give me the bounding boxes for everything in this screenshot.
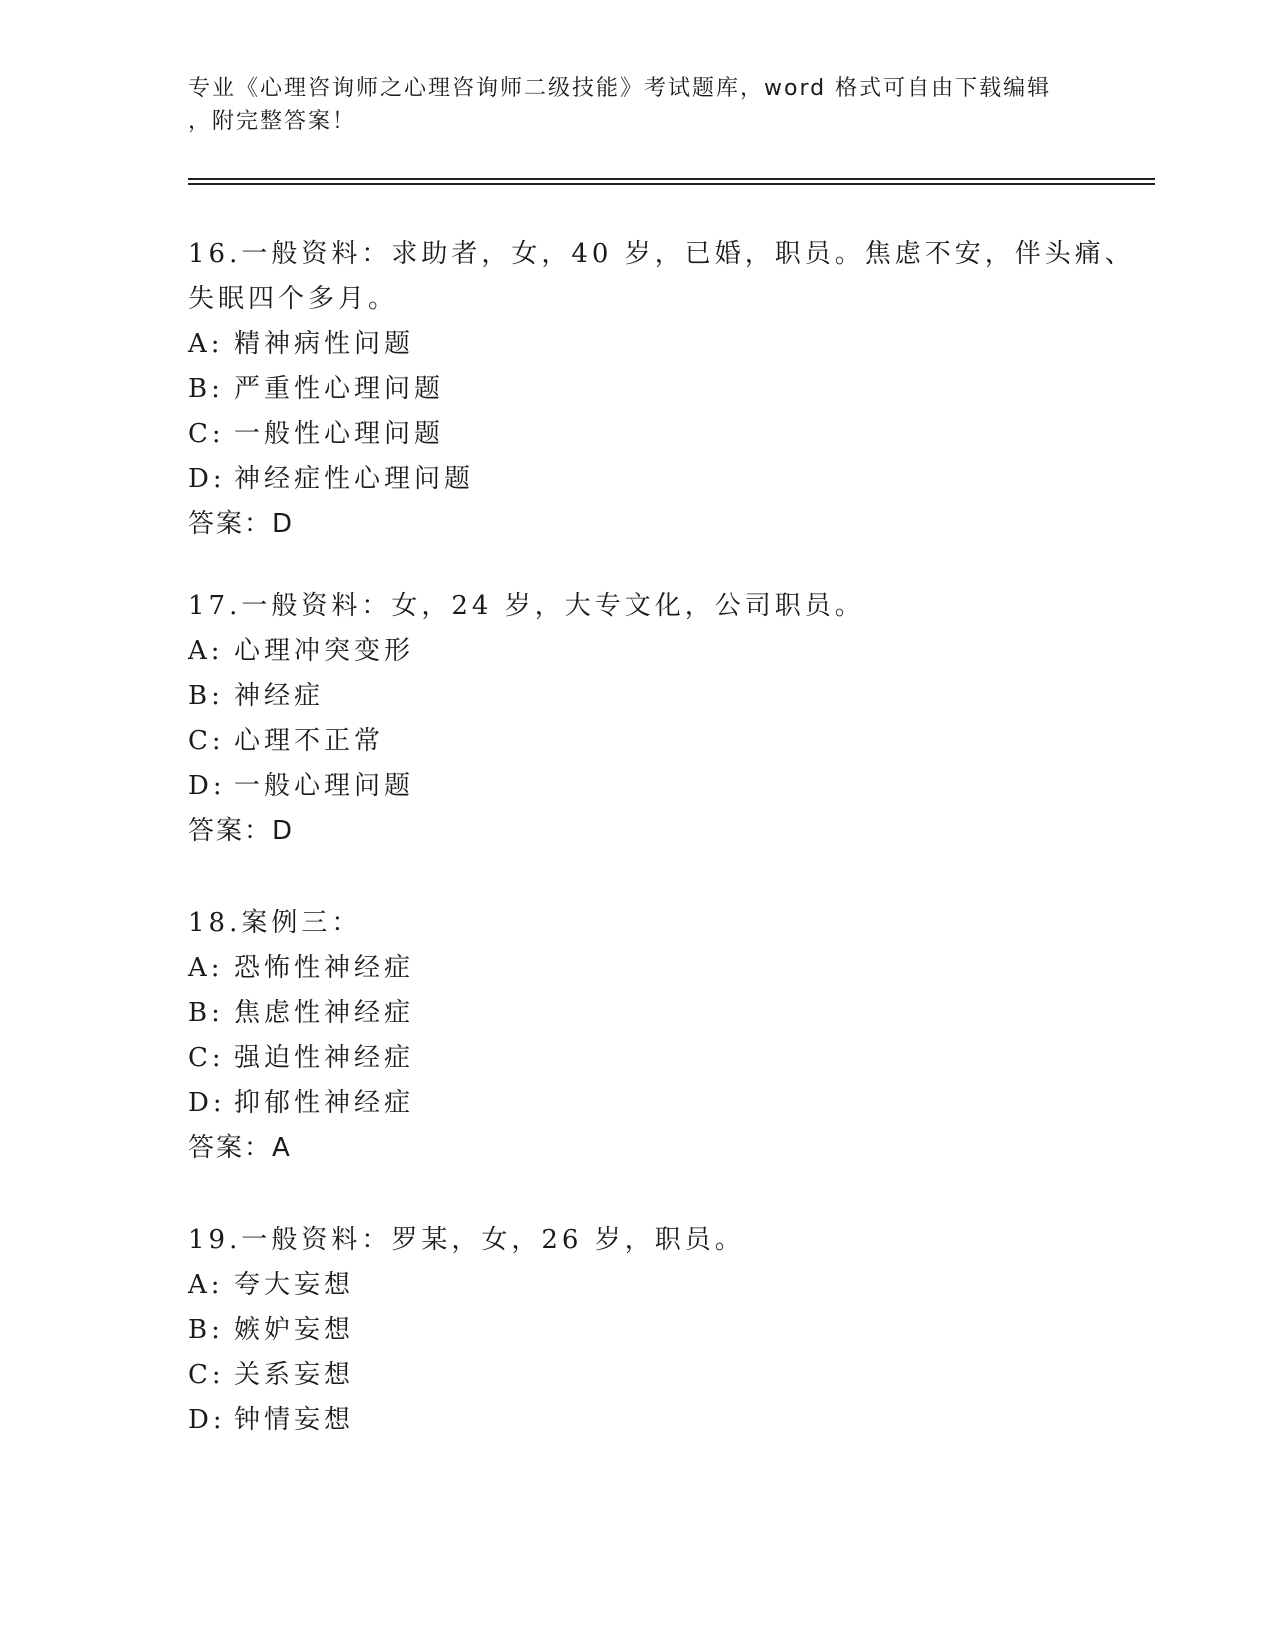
- option-text: 神经症性心理问题: [234, 464, 475, 494]
- option-text: 一般心理问题: [234, 771, 415, 801]
- option-key: C:: [188, 1043, 225, 1073]
- header-line-2: ，附完整答案！: [188, 109, 357, 134]
- question-19: [188, 1218, 1088, 1443]
- header-divider-bottom: [188, 183, 1155, 185]
- question-16: [188, 232, 1135, 547]
- option-key: B:: [188, 374, 224, 404]
- option-key: A:: [188, 1270, 224, 1300]
- option-text: 夸大妄想: [234, 1270, 355, 1300]
- option-c: [188, 1353, 1088, 1398]
- option-text: 抑郁性神经症: [234, 1088, 415, 1118]
- option-key: B:: [188, 681, 224, 711]
- question-stem: 17.一般资料：女，24 岁，大专文化，公司职员。: [188, 591, 865, 621]
- question-17: [188, 584, 1088, 854]
- option-text: 心理不正常: [234, 726, 385, 756]
- option-c: [188, 1036, 1088, 1081]
- option-b: [188, 367, 1088, 412]
- option-a: [188, 629, 1088, 674]
- option-key: C:: [188, 1360, 225, 1390]
- option-b: [188, 991, 1088, 1036]
- option-text: 钟情妄想: [234, 1405, 355, 1435]
- option-a: [188, 946, 1088, 991]
- option-c: [188, 412, 1088, 457]
- option-d: [188, 1081, 1088, 1126]
- option-key: D:: [188, 464, 226, 494]
- option-text: 心理冲突变形: [234, 636, 415, 666]
- question-18: [188, 901, 1088, 1171]
- option-d: [188, 457, 1088, 502]
- option-text: 一般性心理问题: [234, 419, 445, 449]
- option-text: 焦虑性神经症: [234, 998, 415, 1028]
- option-a: [188, 322, 1088, 367]
- question-stem: 19.一般资料：罗某，女，26 岁，职员。: [188, 1225, 745, 1255]
- option-text: 嫉妒妄想: [234, 1315, 355, 1345]
- option-key: D:: [188, 1405, 226, 1435]
- answer-line: 答案：D: [188, 509, 295, 539]
- question-stem-continued: 失眠四个多月。: [188, 284, 399, 314]
- option-d: [188, 1398, 1088, 1443]
- header-divider-top: [188, 178, 1155, 180]
- option-text: 恐怖性神经症: [234, 953, 415, 983]
- option-key: D:: [188, 771, 226, 801]
- question-stem: 16.一般资料：求助者，女，40 岁，已婚，职员。焦虑不安，伴头痛、: [188, 239, 1135, 269]
- option-a: [188, 1263, 1088, 1308]
- answer-line: 答案：A: [188, 1133, 292, 1163]
- option-text: 精神病性问题: [234, 329, 415, 359]
- option-key: C:: [188, 726, 225, 756]
- option-key: D:: [188, 1088, 226, 1118]
- header-line-1: 专业《心理咨询师之心理咨询师二级技能》考试题库，word 格式可自由下载编辑: [188, 76, 1052, 101]
- answer-line: 答案：D: [188, 816, 295, 846]
- option-key: A:: [188, 953, 224, 983]
- option-key: C:: [188, 419, 225, 449]
- option-d: [188, 764, 1088, 809]
- option-key: B:: [188, 1315, 224, 1345]
- document-header: [188, 72, 1088, 138]
- option-b: [188, 1308, 1088, 1353]
- option-text: 强迫性神经症: [234, 1043, 415, 1073]
- option-text: 神经症: [234, 681, 325, 711]
- option-key: A:: [188, 329, 224, 359]
- option-key: B:: [188, 998, 224, 1028]
- question-stem: 18.案例三：: [188, 908, 362, 938]
- option-c: [188, 719, 1088, 764]
- option-key: A:: [188, 636, 224, 666]
- option-b: [188, 674, 1088, 719]
- option-text: 关系妄想: [234, 1360, 355, 1390]
- option-text: 严重性心理问题: [234, 374, 445, 404]
